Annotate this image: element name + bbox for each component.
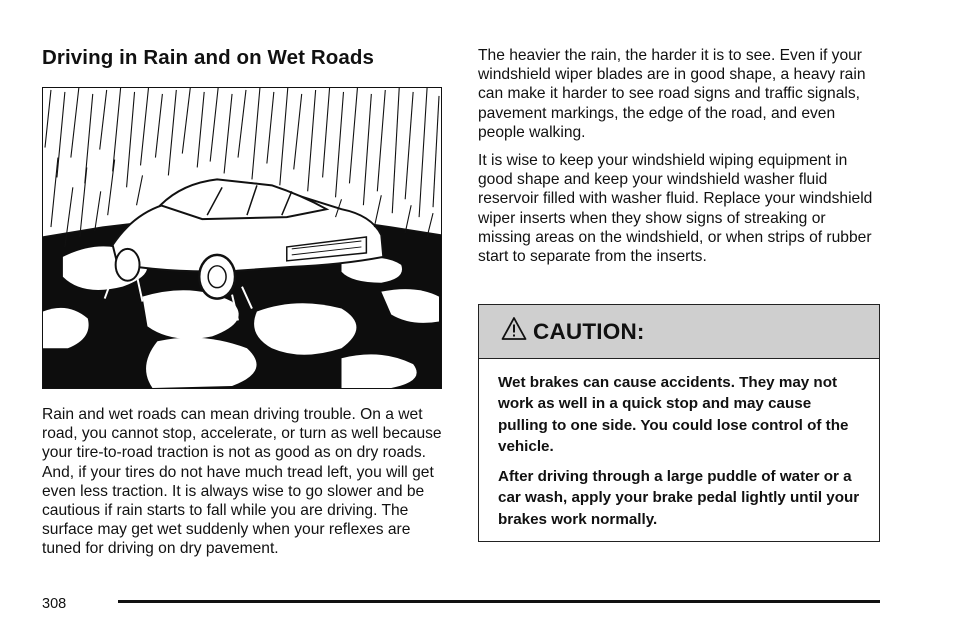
- right-column: [478, 46, 882, 266]
- page-number: 308: [42, 596, 67, 612]
- caution-header: [479, 305, 879, 359]
- right-paragraph-1: The heavier the rain, the harder it is to see. Even if your windshield wiper blades are in good shape, a heavy rain can make it harder to see road signs and traffic signals, pavement markings, the edge of the road, and even people walking.: [478, 47, 866, 141]
- caution-paragraph-2: After driving through a large puddle of water or a car wash, apply your brake pedal lightly until your brakes work normally.: [498, 468, 860, 528]
- warning-triangle-icon: [501, 316, 527, 342]
- caution-box: [478, 304, 880, 542]
- section-title: Driving in Rain and on Wet Roads: [42, 46, 374, 69]
- caution-body: [479, 359, 879, 530]
- left-column: [42, 44, 446, 72]
- rain-car-drawing: [43, 88, 441, 388]
- left-paragraph: Rain and wet roads can mean driving trouble. On a wet road, you cannot stop, accelerate, or turn as well because your tire-to-road traction is not as good as on dry roads. And, if your tires do not have much tread left, you will get even less traction. It is always wise to go slower and be cautious if rain starts to fall while you are driving. The surface may get wet suddenly when your reflexes are tuned for driving on dry pavement.: [42, 406, 442, 558]
- caution-label: CAUTION:: [533, 318, 645, 344]
- right-paragraph-2: It is wise to keep your windshield wiping equipment in good shape and keep your windshield washer fluid reservoir filled with washer fluid. Replace your windshield wiper inserts when they show signs of streaking or missing areas on the windshield, or when strips of rubber start to separate from the inserts.: [478, 152, 873, 266]
- rain-car-illustration: [42, 87, 442, 389]
- footer-rule: [118, 600, 880, 603]
- caution-paragraph-1: Wet brakes can cause accidents. They may not work as well in a quick stop and may cause pulling to one side. You could lose control of the vehicle.: [498, 374, 849, 455]
